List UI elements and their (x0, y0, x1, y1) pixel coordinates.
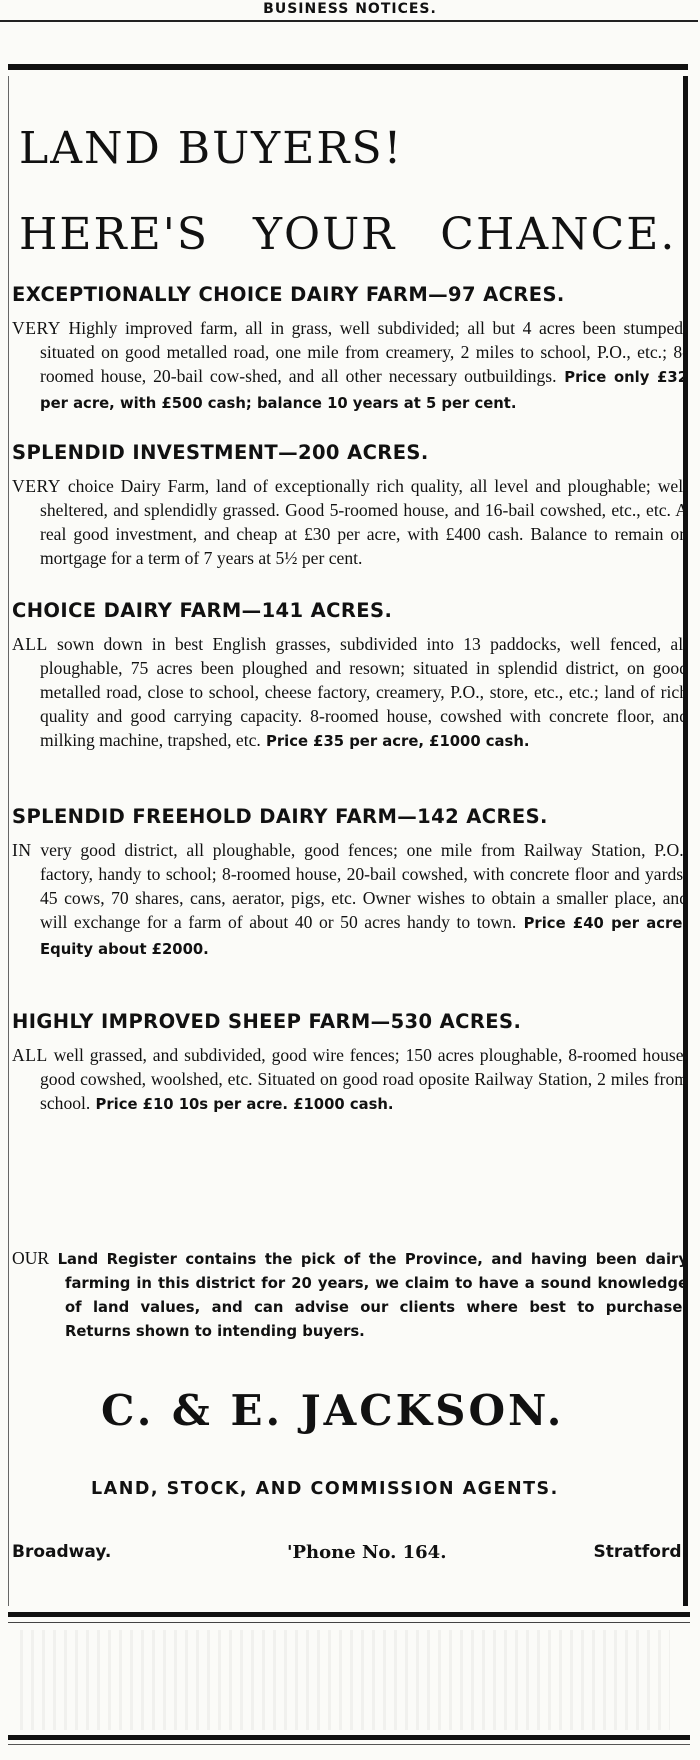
page-bottom-rule (8, 1735, 690, 1740)
land-register-note (12, 1246, 688, 1344)
listing-title: EXCEPTIONALLY CHOICE DAIRY FARM—97 ACRES. (12, 283, 565, 306)
footer-line (12, 1542, 688, 1568)
listing-lead: IN (12, 840, 32, 860)
header-rule (0, 20, 698, 22)
footer-phone: 'Phone No. 164. (287, 1542, 447, 1563)
ad-top-rule (8, 64, 688, 70)
listing-investment-200 (12, 441, 688, 572)
listing-text: very good district, all ploughable, good fences; one mile from Railway Station, P.O., factory, handy to school; 8-roomed house, 20-bail cowshed, with concrete floor and yards; 45 cows, 70 shares, cans, aerator, pigs, etc. Owner wishes to obtain a smaller place, and will exchange for a farm of about 40 or 50 acres handy to town. (31, 840, 688, 932)
listing-text: choice Dairy Farm, land of exceptionally rich quality, all level and ploughable; well sheltered, and splendidly grassed. Good 5-roomed house, and 16-bail cowshed, etc., etc. A real good investment, and cheap at £30 per acre, with £400 cash. Balance to remain on mortgage for a term of 7 years at 5½ per cent. (40, 476, 688, 568)
listing-text: sown down in best English grasses, subdivided into 13 paddocks, well fenced, all ploughable, 75 acres been ploughed and resown; situated in splendid district, on good metalled road, close to school, cheese factory, creamery, P.O., store, etc., etc.; land of rich quality and good carrying capacity. 8-roomed house, cowshed with concrete floor, and milking machine, trapshed, etc. (40, 634, 688, 750)
listing-title: HIGHLY IMPROVED SHEEP FARM—530 ACRES. (12, 1010, 522, 1033)
listing-title: CHOICE DAIRY FARM—141 ACRES. (12, 599, 393, 622)
register-text: Land Register contains the pick of the Province, and having been dairy farming in this district for 20 years, we claim to have a sound knowledge of land values, and can advise our clients where best to purchase. Returns shown to intending buyers. (49, 1251, 688, 1340)
listing-price: Price £35 per acre, £1000 cash. (260, 733, 530, 750)
listing-price: Price £10 10s per acre. £1000 cash. (90, 1096, 394, 1113)
ad-bottom-rule (8, 1612, 690, 1617)
headline-line-2: HERE'S YOUR CHANCE. (19, 209, 677, 260)
listing-lead: VERY (12, 318, 61, 338)
listing-lead: ALL (12, 1045, 48, 1065)
ad-bottom-thin-rule (8, 1622, 690, 1623)
register-lead: OUR (12, 1248, 50, 1268)
land-register-text-block (12, 1246, 688, 1344)
listing-price: Price £40 per acre. Equity about £2000. (40, 915, 688, 958)
listing-title: SPLENDID INVESTMENT—200 ACRES. (12, 441, 429, 464)
listing-freehold-142 (12, 805, 688, 962)
listing-body (12, 474, 688, 572)
listing-dairy-141 (12, 599, 688, 754)
listing-dairy-97 (12, 283, 688, 416)
listing-body (12, 838, 688, 962)
listing-title: SPLENDID FREEHOLD DAIRY FARM—142 ACRES. (12, 805, 548, 828)
footer-address: Broadway. (12, 1542, 112, 1562)
advertisement (8, 76, 688, 1606)
section-header: BUSINESS NOTICES. (263, 1, 437, 17)
listing-body (12, 1043, 688, 1117)
listing-text: well grassed, and subdivided, good wire fences; 150 acres ploughable, 8-roomed house, good cowshed, woolshed, etc. Situated on good road oposite Railway Station, 2 miles from school. (40, 1045, 688, 1113)
firm-name: C. & E. JACKSON. (101, 1386, 565, 1435)
bleed-through-area (20, 1630, 670, 1730)
page-bottom-thin-rule (8, 1744, 690, 1745)
listing-lead: ALL (12, 634, 48, 654)
footer-town: Stratford. (593, 1542, 688, 1562)
listing-sheep-530 (12, 1010, 688, 1117)
listing-body (12, 632, 688, 754)
listing-text: Highly improved farm, all in grass, well subdivided; all but 4 acres been stumped; situated on good metalled road, one mile from creamery, 2 miles to school, P.O., etc.; 8-roomed house, 20-bail cow-shed, and all other necessary outbuildings. (40, 318, 688, 386)
firm-tagline: LAND, STOCK, AND COMMISSION AGENTS. (91, 1479, 559, 1499)
headline-line-1: LAND BUYERS! (19, 123, 404, 174)
listing-body (12, 316, 688, 416)
listing-price: Price only £32 per acre, with £500 cash; balance 10 years at 5 per cent. (40, 369, 688, 412)
listing-lead: VERY (12, 476, 61, 496)
